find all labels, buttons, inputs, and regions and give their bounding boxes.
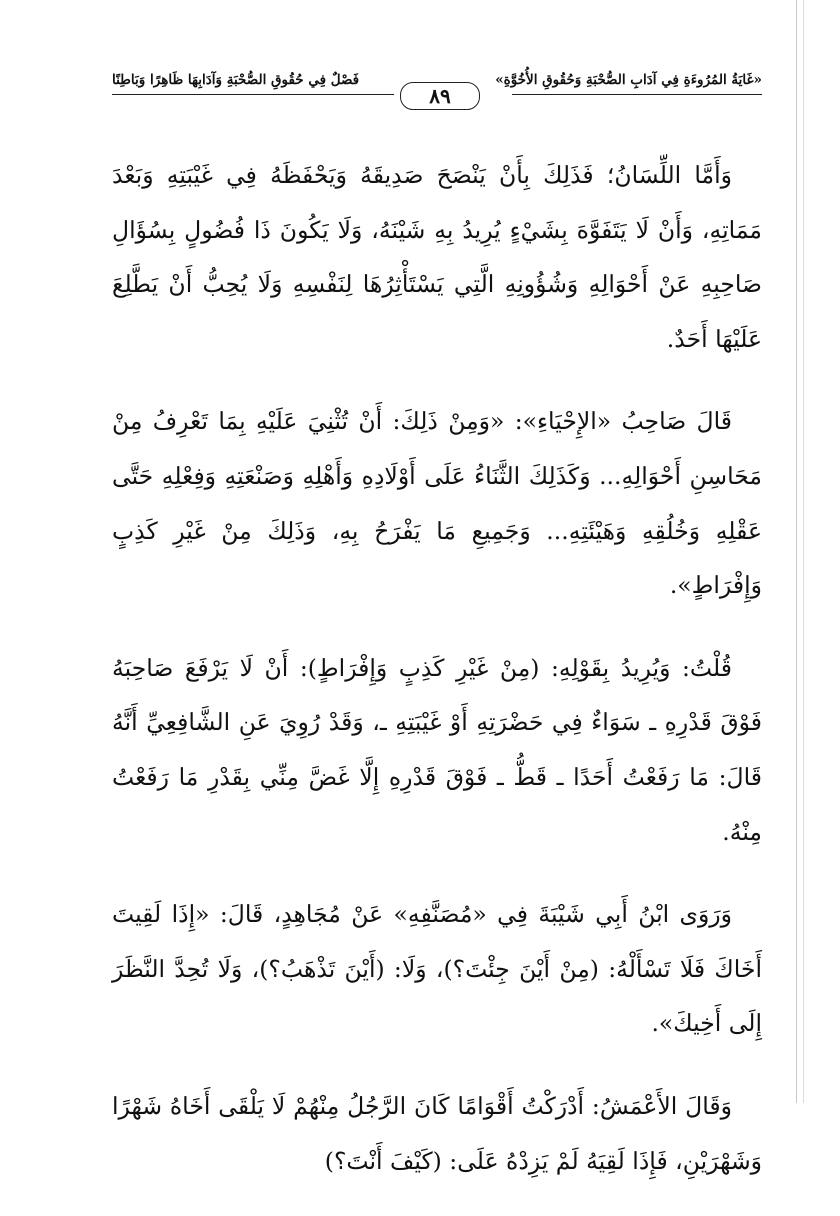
paragraph: قُلْتُ: وَيُرِيدُ بِقَوْلِهِ: (مِنْ غَيْرِ كَذِبٍ وَإِفْرَاطٍ): أَنْ لَا يَرْفَعَ صَاحِبَهُ فَوْقَ قَدْرِهِ ـ سَوَاءٌ فِي حَضْرَتِهِ أَوْ غَيْبَتِهِ ـ، وَقَدْ رُوِيَ عَنِ الشَّافِعِيِّ أَنَّهُ قَالَ: مَا رَفَعْتُ أَحَدًا ـ قَطُّ ـ فَوْقَ قَدْرِهِ إِلَّا غَضَّ مِنِّي بِقَدْرِ مَا رَفَعْتُ مِنْهُ. bbox=[112, 653, 762, 846]
main-text bbox=[112, 148, 762, 1216]
paragraph: قَالَ صَاحِبُ «الإِحْيَاءِ»: «وَمِنْ ذَلِكَ: أَنْ تُثْنِيَ عَلَيْهِ بِمَا تَعْرِفُ مِنْ مَحَاسِنِ أَحْوَالِهِ... وَكَذَلِكَ الثَّنَاءُ عَلَى أَوْلَادِهِ وَأَهْلِهِ وَصَنْعَتِهِ وَفِعْلِهِ حَتَّى عَقْلِهِ وَخُلُقِهِ وَهَيْئَتِهِ... وَجَمِيعِ مَا يَفْرَحُ بِهِ، وَذَلِكَ مِنْ غَيْرِ كَذِبٍ وَإِفْرَاطٍ». bbox=[112, 407, 762, 600]
header-rule-right bbox=[512, 94, 762, 95]
page-header bbox=[112, 64, 762, 108]
book-title-running-head: «غَايَةُ المُرُوءَةِ فِي آدَابِ الصُّحْبَةِ وَحُقُوقِ الأُخُوَّةِ» bbox=[495, 72, 762, 88]
chapter-title-running-head: فَصْلٌ فِي حُقُوقِ الصُّحْبَةِ وَآدَابِهَا ظَاهِرًا وَبَاطِنًا bbox=[112, 72, 360, 88]
page-edge-line bbox=[796, 0, 797, 1103]
header-rule-left bbox=[112, 94, 394, 95]
paragraph: وَقَالَ الأَعْمَشُ: أَدْرَكْتُ أَقْوَامًا كَانَ الرَّجُلُ مِنْهُمْ لَا يَلْقَى أَخَاهُ شَهْرًا وَشَهْرَيْنِ، فَإِذَا لَقِيَهُ لَمْ يَزِدْهُ عَلَى: (كَيْفَ أَنْتَ؟) bbox=[112, 1091, 762, 1175]
page-edge-line bbox=[803, 0, 804, 1103]
page-number: ٨٩ bbox=[400, 82, 480, 110]
paragraph: وَأَمَّا اللِّسَانُ؛ فَذَلِكَ بِأَنْ يَنْصَحَ صَدِيقَهُ وَيَحْفَظَهُ فِي غَيْبَتِهِ وَبَعْدَ مَمَاتِهِ، وَأَنْ لَا يَتَفَوَّهَ بِشَيْءٍ يُرِيدُ بِهِ شَيْنَهُ، وَلَا يَكُونَ ذَا فُضُولٍ بِسُؤَالِ صَاحِبِهِ عَنْ أَحْوَالِهِ وَشُؤُونِهِ الَّتِي يَسْتَأْثِرُهَا لِنَفْسِهِ وَلَا يُحِبُّ أَنْ يَطَّلِعَ عَلَيْهَا أَحَدٌ. bbox=[112, 161, 762, 353]
paragraph: وَرَوَى ابْنُ أَبِي شَيْبَةَ فِي «مُصَنَّفِهِ» عَنْ مُجَاهِدٍ، قَالَ: «إِذَا لَقِيتَ أَخَاكَ فَلَا تَسْأَلْهُ: (مِنْ أَيْنَ جِئْتَ؟)، وَلَا: (أَيْنَ تَذْهَبُ؟)، وَلَا تُحِدَّ النَّظَرَ إِلَى أَخِيكَ». bbox=[112, 900, 762, 1038]
